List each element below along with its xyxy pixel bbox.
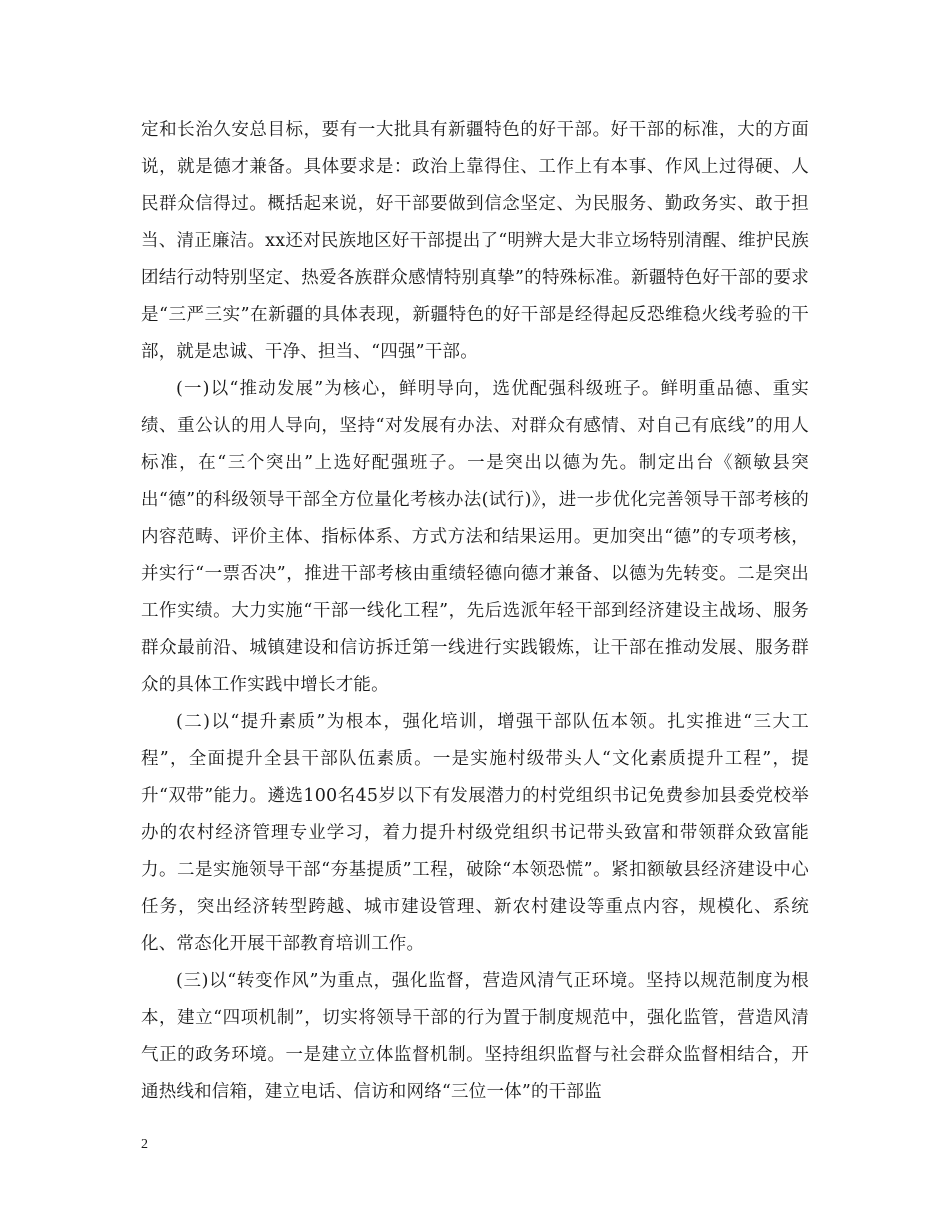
paragraph-section-2: (二)以“提升素质”为根本，强化培训，增强干部队伍本领。扎实推进“三大工程”，全面提升全县干部队伍素质。一是实施村级带头人“文化素质提升工程”，提升“双带”能力。遴选100名45岁以下有发展潜力的村党组织书记免费参加县委党校举办的农村经济管理专业学习，着力提升村级党组织书记带头致富和带领群众致富能力。二是实施领导干部“夯基提质”工程，破除“本领恐慌”。紧扣额敏县经济建设中心任务，突出经济转型跨越、城市建设管理、新农村建设等重点内容，规模化、系统化、常态化开展干部教育培训工作。 bbox=[141, 712, 809, 954]
document-body bbox=[141, 112, 809, 1111]
paragraph-continued: 定和长治久安总目标，要有一大批具有新疆特色的好干部。好干部的标准，大的方面说，就是德才兼备。具体要求是：政治上靠得住、工作上有本事、作风上过得硬、人民群众信得过。概括起来说，好干部要做到信念坚定、为民服务、勤政务实、敢于担当、清正廉洁。xx还对民族地区好干部提出了“明辨大是大非立场特别清醒、维护民族团结行动特别坚定、热爱各族群众感情特别真挚”的特殊标准。新疆特色好干部的要求是“三严三实”在新疆的具体表现，新疆特色的好干部是经得起反恐维稳火线考验的干部，就是忠诚、干净、担当、“四强”干部。 bbox=[141, 120, 809, 362]
paragraph-section-1: (一)以“推动发展”为核心，鲜明导向，选优配强科级班子。鲜明重品德、重实绩、重公认的用人导向，坚持“对发展有办法、对群众有感情、对自己有底线”的用人标准，在“三个突出”上选好配强班子。一是突出以德为先。制定出台《额敏县突出“德”的科级领导干部全方位量化考核办法(试行)》，进一步优化完善领导干部考核的内容范畴、评价主体、指标体系、方式方法和结果运用。更加突出“德”的专项考核，并实行“一票否决”，推进干部考核由重绩轻德向德才兼备、以德为先转变。二是突出工作实绩。大力实施“干部一线化工程”，先后选派年轻干部到经济建设主战场、服务群众最前沿、城镇建设和信访拆迁第一线进行实践锻炼，让干部在推动发展、服务群众的具体工作实践中增长才能。 bbox=[141, 379, 809, 695]
page-number: 2 bbox=[141, 1137, 148, 1152]
paragraph-section-3: (三)以“转变作风”为重点，强化监督，营造风清气正环境。坚持以规范制度为根本，建立“四项机制”，切实将领导干部的行为置于制度规范中，强化监管，营造风清气正的政务环境。一是建立立体监督机制。坚持组织监督与社会群众监督相结合，开通热线和信箱，建立电话、信访和网络“三位一体”的干部监 bbox=[141, 971, 809, 1102]
